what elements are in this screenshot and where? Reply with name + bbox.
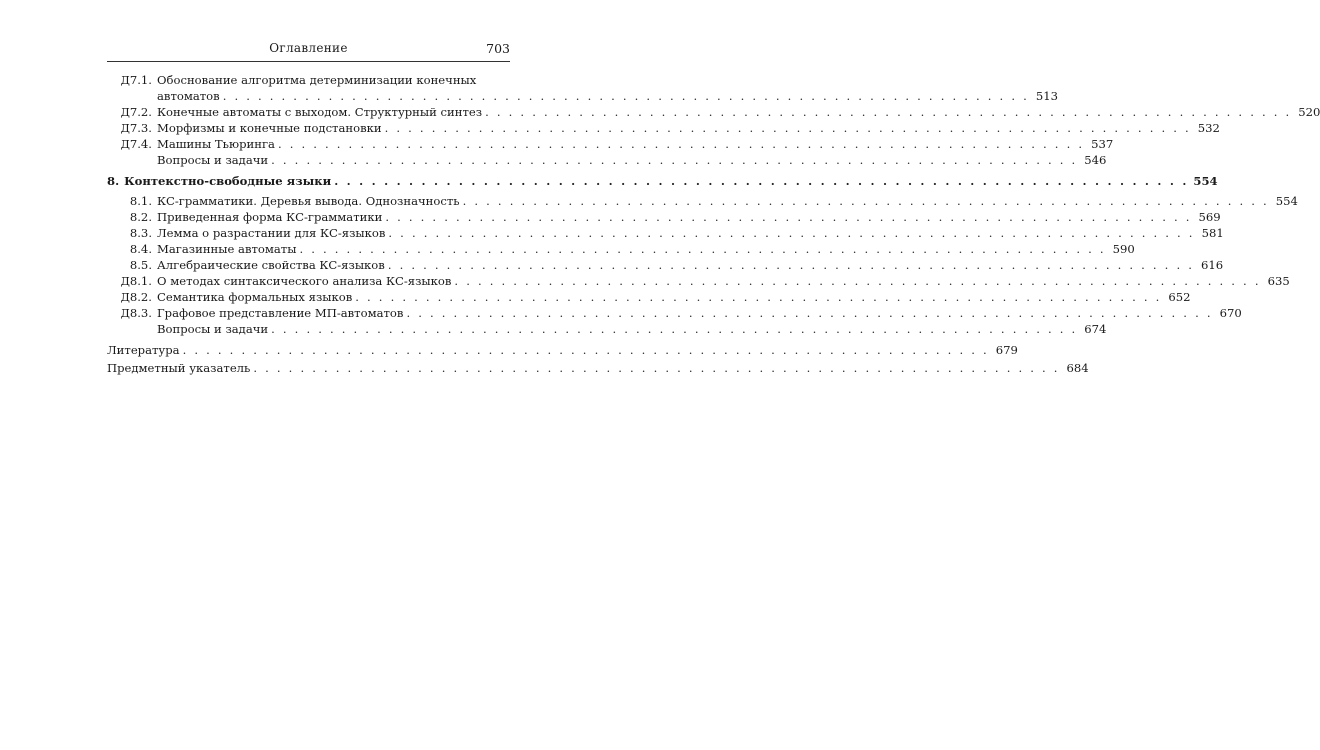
toc-entry-number: 8.2. (129, 209, 152, 224)
toc-entry-title: Предметный указатель (107, 360, 251, 375)
toc-entry-8-1[interactable] (107, 193, 1298, 209)
table-of-contents (107, 72, 1320, 376)
running-header-page-number: 703 (486, 41, 510, 56)
toc-entry-page: 532 (1197, 121, 1220, 136)
toc-entry-page: 520 (1298, 105, 1320, 120)
toc-entry-questions-7[interactable] (107, 152, 1107, 168)
toc-entry-d8-2[interactable] (107, 289, 1191, 305)
dot-leader (271, 152, 1077, 168)
toc-entry-page: 652 (1168, 290, 1191, 305)
toc-entry-page: 674 (1084, 322, 1107, 337)
toc-entry-number: 8.5. (129, 258, 152, 273)
header-rule (107, 61, 510, 62)
dot-leader (388, 225, 1194, 241)
toc-entry-page: 513 (1035, 89, 1058, 104)
toc-entry-8-5[interactable] (107, 257, 1224, 273)
toc-entry-number: Д7.4. (120, 137, 152, 152)
running-header (107, 41, 510, 59)
dot-leader (223, 88, 1029, 104)
dot-leader (485, 104, 1291, 120)
toc-entry-number: 8.3. (129, 225, 152, 240)
dot-leader (385, 120, 1191, 136)
toc-entry-8-3[interactable] (107, 225, 1224, 241)
toc-entry-page: 670 (1219, 306, 1242, 321)
toc-entry-title: Приведенная форма КС-грамматики (157, 209, 383, 224)
dot-leader (454, 273, 1260, 289)
toc-entry-d7-3[interactable] (107, 120, 1220, 136)
dot-leader (463, 193, 1269, 209)
toc-entry-number: Д8.1. (120, 274, 152, 289)
toc-entry-page: 581 (1201, 225, 1224, 240)
toc-entry-title: Вопросы и задачи (157, 153, 269, 168)
toc-entry-8-2[interactable] (107, 209, 1221, 225)
toc-chapter-page: 554 (1193, 173, 1218, 188)
toc-entry-d8-1[interactable] (107, 273, 1290, 289)
toc-entry-title: Алгебраические свойства КС-языков (157, 258, 385, 273)
toc-entry-page: 546 (1084, 153, 1107, 168)
dot-leader (183, 342, 989, 358)
toc-entry-page: 554 (1275, 193, 1298, 208)
dot-leader (253, 360, 1059, 376)
toc-entry-title: Морфизмы и конечные подстановки (157, 121, 382, 136)
dot-leader (385, 209, 1191, 225)
toc-entry-d7-2[interactable] (107, 104, 1320, 120)
toc-entry-number: Д8.2. (120, 290, 152, 305)
toc-entry-literature[interactable] (107, 342, 1018, 358)
toc-entry-title: Семантика формальных языков (157, 290, 353, 305)
toc-entry-page: 635 (1267, 274, 1290, 289)
toc-entry-subject-index[interactable] (107, 360, 1089, 376)
toc-entry-d8-3[interactable] (107, 305, 1242, 321)
toc-entry-number: Д7.1. (120, 73, 152, 87)
toc-entry-page: 569 (1198, 209, 1221, 224)
toc-entry-page: 537 (1091, 137, 1114, 152)
dot-leader (388, 257, 1194, 273)
toc-entry-page: 590 (1112, 241, 1135, 256)
toc-entry-title: Литература (107, 342, 180, 357)
toc-entry-title: Магазинные автоматы (157, 241, 297, 256)
toc-entry-8-4[interactable] (107, 241, 1135, 257)
toc-chapter-number: 8. (107, 173, 120, 188)
toc-entry-title: Лемма о разрастании для КС-языков (157, 225, 386, 240)
toc-entry-number: 8.4. (129, 241, 152, 256)
toc-entry-title: О методах синтаксического анализа КС-языков (157, 274, 452, 289)
toc-entry-number: Д7.3. (120, 121, 152, 136)
dot-leader (299, 241, 1105, 257)
toc-entry-title: Обоснование алгоритма детерминизации конечных (157, 73, 477, 87)
toc-entry-d7-4[interactable] (107, 136, 1114, 152)
dot-leader (271, 321, 1077, 337)
toc-entry-title: Графовое представление МП-автоматов (157, 306, 404, 321)
toc-entry-title: Вопросы и задачи (157, 322, 269, 337)
toc-entry-questions-8[interactable] (107, 321, 1107, 337)
toc-entry-title: КС-грамматики. Деревья вывода. Однозначность (157, 193, 460, 208)
toc-entry-title: Конечные автоматы с выходом. Структурный синтез (157, 105, 483, 120)
dot-leader (406, 305, 1212, 321)
toc-entry-page: 679 (995, 342, 1018, 357)
toc-entry-page: 616 (1200, 258, 1224, 273)
toc-entry-number: Д8.3. (120, 306, 152, 321)
running-header-title: Оглавление (269, 41, 348, 55)
toc-chapter-8[interactable] (107, 173, 1218, 189)
dot-leader (278, 136, 1084, 152)
dot-leader (334, 173, 1188, 189)
toc-entry-page: 684 (1066, 360, 1089, 375)
toc-entry-number: Д7.2. (120, 105, 152, 120)
toc-entry-d7-1[interactable] (107, 72, 1058, 104)
toc-entry-title: Машины Тьюринга (157, 137, 275, 152)
toc-entry-number: 8.1. (129, 193, 152, 208)
dot-leader (355, 289, 1161, 305)
toc-entry-title-continued: автоматов (157, 89, 220, 104)
toc-chapter-title: Контекстно-свободные языки (124, 173, 332, 188)
